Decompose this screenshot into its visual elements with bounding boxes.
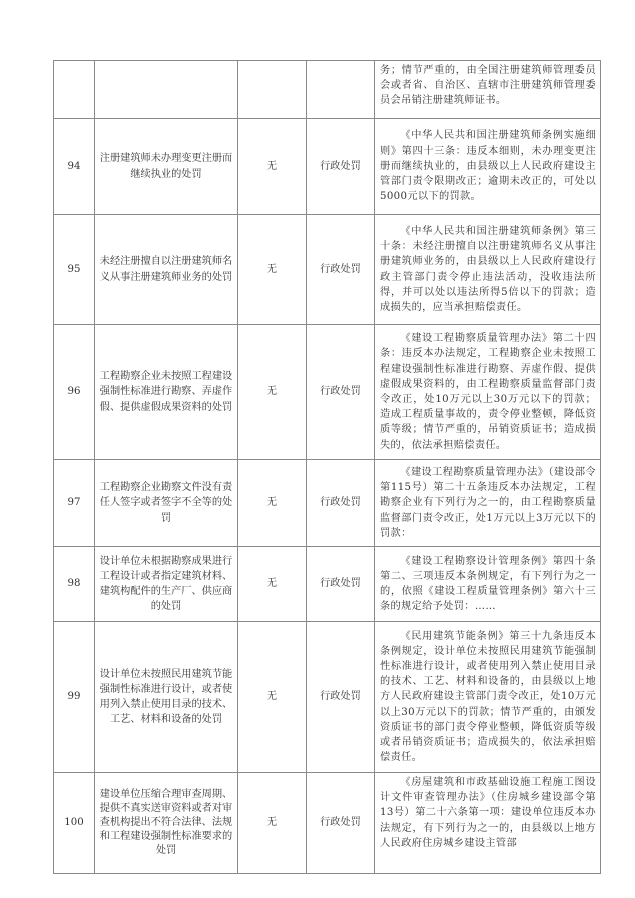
legal-basis: 《民用建筑节能条例》第三十九条违反本条例规定，设计单位未按照民用建筑节能强制性标准进行设计，或者使用列入禁止使用目录的技术、工艺、材料和设备的，由县级以上地方人民政府建设主管部门责令改正，处10万元以上30万元以下的罚款；情节严重的，由颁发资质证书的部门责令停业整顿，降低资质等级或者吊销资质证书；造成损失的，依法承担赔偿责任。 — [375, 622, 601, 773]
sub-item: 无 — [238, 119, 307, 215]
item-name: 建设单位压缩合理审查周期、提供不真实送审资料或者对审查机构提出不符合法律、法规和工程建设强制性标准要求的处罚 — [95, 773, 238, 874]
sub-item: 无 — [238, 460, 307, 547]
legal-basis: 《中华人民共和国注册建筑师条例实施细则》第四十三条：违反本细则，未办理变更注册而继续执业的，由县级以上人民政府建设主管部门责令限期改正；逾期未改正的，可处以5000元以下的罚款。 — [375, 119, 601, 215]
row-number — [54, 61, 95, 119]
row-number: 94 — [54, 119, 95, 215]
item-type: 行政处罚 — [307, 622, 375, 773]
table-row — [54, 325, 601, 460]
item-type: 行政处罚 — [307, 773, 375, 874]
row-number: 95 — [54, 215, 95, 325]
item-type: 行政处罚 — [307, 547, 375, 622]
item-name: 设计单位未按照民用建筑节能强制性标准进行设计，或者使用列入禁止使用目录的技术、工艺、材料和设备的处罚 — [95, 622, 238, 773]
item-type — [307, 61, 375, 119]
table-row — [54, 460, 601, 547]
item-name: 工程勘察企业勘察文件没有责任人签字或者签字不全等的处罚 — [95, 460, 238, 547]
item-name: 设计单位未根据勘察成果进行工程设计或者指定建筑材料、建筑构配件的生产厂、供应商的处罚 — [95, 547, 238, 622]
table-row — [54, 547, 601, 622]
legal-basis: 务；情节严重的，由全国注册建筑师管理委员会或者省、自治区、直辖市注册建筑师管理委员会吊销注册建筑师证书。 — [375, 61, 601, 119]
row-number: 100 — [54, 773, 95, 874]
sub-item: 无 — [238, 773, 307, 874]
item-name — [95, 61, 238, 119]
row-number: 96 — [54, 325, 95, 460]
table-row — [54, 119, 601, 215]
legal-basis: 《中华人民共和国注册建筑师条例》第三十条：未经注册擅自以注册建筑师名义从事注册建筑师业务的，由县级以上人民政府建设行政主管部门责令停止违法活动，没收违法所得，并可以处以违法所得5倍以下的罚款；造成损失的，应当承担赔偿责任。 — [375, 215, 601, 325]
sub-item: 无 — [238, 325, 307, 460]
item-name: 未经注册擅自以注册建筑师名义从事注册建筑师业务的处罚 — [95, 215, 238, 325]
legal-basis: 《建设工程勘察设计管理条例》第四十条第二、三项违反本条例规定，有下列行为之一的，依照《建设工程质量管理条例》第六十三条的规定给予处罚：…… — [375, 547, 601, 622]
legal-basis: 《建设工程勘察质量管理办法》第二十四条：违反本办法规定，工程勘察企业未按照工程建设强制性标准进行勘察、弄虚作假、提供虚假成果资料的，由工程勘察质量监督部门责令改正，处10万元以上30万元以下的罚款；造成工程质量事故的，责令停业整顿，降低资质等级；情节严重的，吊销资质证书；造成损失的，依法承担赔偿责任。 — [375, 325, 601, 460]
item-name: 工程勘察企业未按照工程建设强制性标准进行勘察、弄虚作假、提供虚假成果资料的处罚 — [95, 325, 238, 460]
table-row — [54, 773, 601, 874]
row-number: 99 — [54, 622, 95, 773]
row-number: 98 — [54, 547, 95, 622]
penalty-table — [53, 60, 601, 874]
item-type: 行政处罚 — [307, 460, 375, 547]
sub-item: 无 — [238, 622, 307, 773]
item-type: 行政处罚 — [307, 119, 375, 215]
table-row — [54, 622, 601, 773]
sub-item — [238, 61, 307, 119]
table-row-continued — [54, 61, 601, 119]
legal-basis: 《建设工程勘察质量管理办法》（建设部令第115号）第二十五条违反本办法规定，工程勘察企业有下列行为之一的，由工程勘察质量监督部门责令改正，处1万元以上3万元以下的罚款： — [375, 460, 601, 547]
item-type: 行政处罚 — [307, 215, 375, 325]
item-type: 行政处罚 — [307, 325, 375, 460]
row-number: 97 — [54, 460, 95, 547]
item-name: 注册建筑师未办理变更注册而继续执业的处罚 — [95, 119, 238, 215]
legal-basis: 《房屋建筑和市政基础设施工程施工图设计文件审查管理办法》（住房城乡建设部令第13号）第二十六条第一项：建设单位违反本办法规定，有下列行为之一的，由县级以上地方人民政府住房城乡建设主管部 — [375, 773, 601, 874]
sub-item: 无 — [238, 215, 307, 325]
sub-item: 无 — [238, 547, 307, 622]
table-row — [54, 215, 601, 325]
